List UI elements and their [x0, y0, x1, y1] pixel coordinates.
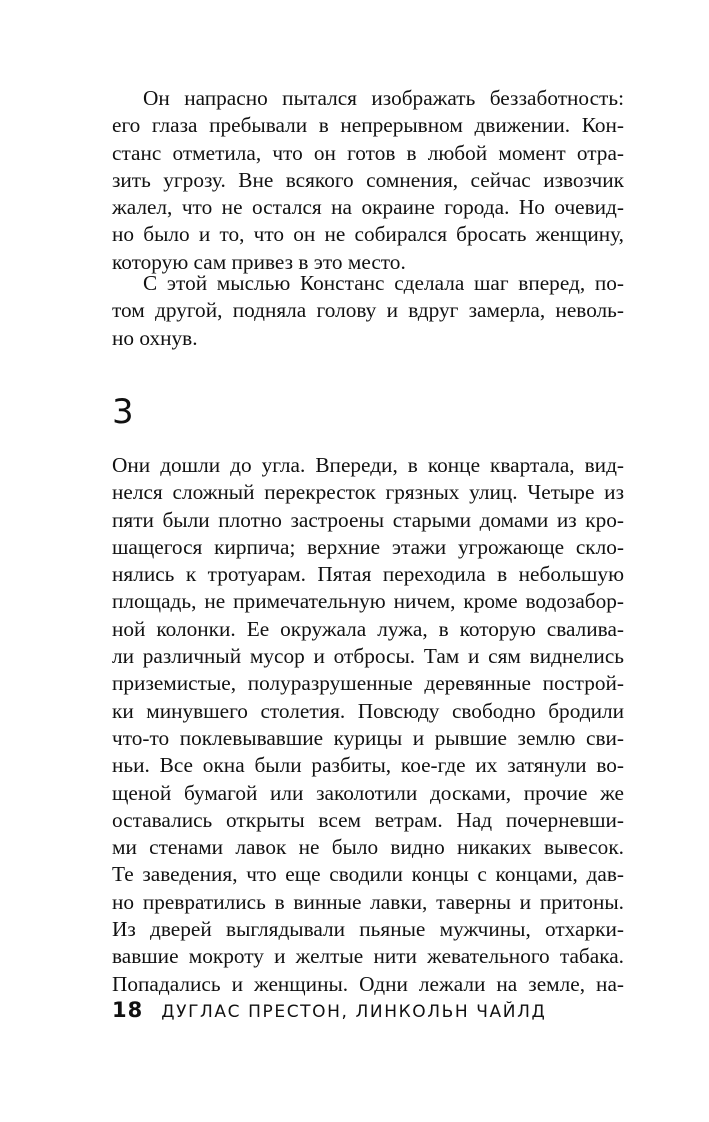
paragraph-1 — [112, 85, 624, 276]
text-line: шащегося кирпича; верхние этажи угрожающе скло- — [112, 534, 624, 559]
text-line: С этой мыслью Констанс сделала шаг вперед, по- — [143, 271, 624, 295]
running-title: ДУГЛАС ПРЕСТОН, ЛИНКОЛЬН ЧАЙЛД — [161, 1002, 547, 1022]
text-line: оставались открыты всем ветрам. Над почерневши- — [112, 807, 624, 832]
text-line: жалел, что не остался на окраине города. Но очевид- — [112, 195, 624, 220]
chapter-number: 3 — [112, 392, 135, 432]
text-line: приземистые, полуразрушенные деревянные построй- — [112, 671, 624, 696]
page-footer — [112, 998, 546, 1022]
page-number: 18 — [112, 998, 144, 1022]
text-line: площадь, не примечательную ничем, кроме водозабор- — [112, 589, 624, 614]
text-line: которую сам привез в это место. — [112, 249, 406, 274]
text-line: но было и то, что он не собирался бросать женщину, — [112, 222, 624, 247]
text-line: Из дверей выглядывали пьяные мужчины, отхарки- — [112, 917, 624, 942]
paragraph-2 — [112, 270, 624, 352]
text-line: ми стенами лавок не было видно никаких вывесок. — [112, 835, 624, 860]
text-line: Попадались и женщины. Одни лежали на земле, на- — [112, 971, 624, 996]
text-line: пяти были плотно застроены старыми домами из кро- — [112, 507, 624, 532]
text-line: но превратились в винные лавки, таверны и притоны. — [112, 889, 624, 914]
text-line: его глаза пребывали в непрерывном движении. Кон- — [112, 113, 624, 138]
text-line: Он напрасно пытался изображать беззаботность: — [143, 86, 624, 110]
text-line: щеной бумагой или заколотили досками, прочие же — [112, 780, 624, 805]
text-line: ной колонки. Ее окружала лужа, в которую свалива- — [112, 616, 624, 641]
text-line: вавшие мокроту и желтые нити жевательного табака. — [112, 944, 624, 969]
text-line: нелся сложный перекресток грязных улиц. Четыре из — [112, 480, 624, 505]
text-line: но охнув. — [112, 325, 198, 350]
text-line: Они дошли до угла. Впереди, в конце квартала, вид- — [112, 453, 624, 477]
text-line: Те заведения, что еще сводили концы с концами, дав- — [112, 862, 624, 887]
chapter-body-paragraph — [112, 452, 624, 998]
text-line: нялись к тротуарам. Пятая переходила в небольшую — [112, 562, 624, 587]
text-line: ки минувшего столетия. Повсюду свободно бродили — [112, 698, 624, 723]
text-line: зить угрозу. Вне всякого сомнения, сейчас извозчик — [112, 167, 624, 192]
text-line: ли различный мусор и отбросы. Там и сям виднелись — [112, 644, 624, 669]
text-line: станс отметила, что он готов в любой момент отра- — [112, 140, 624, 165]
text-line: ньи. Все окна были разбиты, кое-где их затянули во- — [112, 753, 624, 778]
text-line: что-то поклевывавшие курицы и рывшие землю сви- — [112, 725, 624, 750]
text-line: том другой, подняла голову и вдруг замерла, неволь- — [112, 298, 624, 323]
